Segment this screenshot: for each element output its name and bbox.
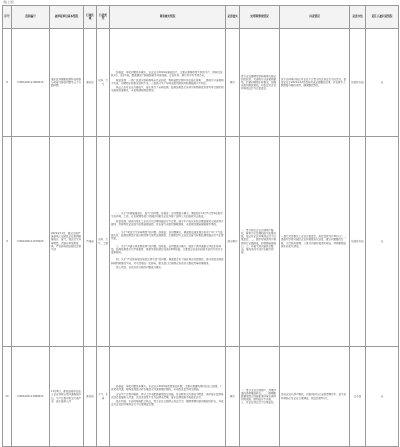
row-verified: 属实 [226, 347, 240, 447]
findings-paragraph: 一、关于“夜间偷排废水、废气”的问题。经核查，该问题部分属实。调查组于11月7日至9日组织生态环境、工信、应急管理等部门对园区内相关企业开展了连续三天的昼夜突击检查。 [111, 212, 223, 219]
findings-paragraph: 二、关于“周边空气异味明显”的问题。经核查，该问题属实。调查组在园区周边布设了4个大气监测点位，监测结果显示部分时段臭气浓度出现超标，主要原因为上述企业废气收集处理设施运行不正常所致。 [111, 230, 224, 240]
header-accountability: 问责情况 [280, 6, 350, 29]
row-region: 芦溪县 [84, 137, 97, 347]
header-row [3, 6, 399, 29]
row-accountability: 目前企业已停产整改，河道内砂石已全部清理完毕；县生态环境局已对企业立案调查，拟处罚款8万元。 [280, 347, 350, 447]
row-seq: 8 [3, 29, 12, 137]
row-pollution: 水体、大气、土壤 [97, 137, 110, 347]
row-unit: 2021年11月，群众反映芦溪县某工业园区企业夜间偷排废水、废气，周边空气异味明显，河道水体发黑发臭，严重影响周边居民正常生活 [50, 137, 84, 347]
findings-paragraph: 执法人员对企业外排废气、废水进行了采样监测，监测结果显示各项污染物排放浓度均符合国家相关排放标准要求，未发现超标排放情况。 [111, 86, 224, 93]
findings-paragraph: 经核查，举报问题基本属实。该企业于2019年取得营业执照，主要从事建筑用砂石加工销售，厂区紧邻河道，现场发现部分砂石堆放于河道管理范围内，未采取苫盖等抑尘措施。 [111, 384, 223, 391]
header-verified: 是否属实 [226, 6, 240, 29]
row-pollution: 大气、水体 [97, 347, 110, 447]
findings-paragraph: 三、关于“河道水体发黑发臭”的问题。经核查，该问题部分属实。园区下游河道部分河段水体浑浊，监测结果显示化学需氧量、氨氮等指标超过地表水Ⅲ类标准，主要受企业废水排放及沿线生活污水直排影响。 [111, 244, 223, 254]
row-closed: 阶段性办结 [350, 137, 366, 347]
row-code: D36A202111070009 [12, 137, 50, 347]
row-region: 湘东区 [84, 29, 97, 137]
row-punished: 无 [366, 29, 399, 137]
row-handling: 一、责令企业立即停产，清理河道内违规堆放砂石。二、限期配套建设除尘设施和洗砂废水循环利用设施，做到废水不外排。三、对企业违法行为立案查处。 [240, 347, 280, 447]
header-seq: 序号 [3, 6, 12, 29]
header-code: 投诉编号 [12, 6, 50, 29]
findings-paragraph: 县水利局、生态环境局联合执法，责令企业立即停止违法行为，限期清理河道内堆放的砂石，并依法对企业的环境违法行为立案调查处理。 [111, 400, 224, 407]
row-handling: 责令企业限期对原料堆场实施全封闭改造，完善雨污分流管网建设，扩建初期雨水收集池，加强无组织排放管控，并依法对企业环境违法行为立案查处。 [240, 29, 280, 137]
continuation-note: （续上表） [1, 0, 17, 4]
findings-paragraph: 四、关于“严重影响周边居民正常生活”的问题。调查组走访了园区周边村组居民，部分居民反映夜间闻到刺激性气味，对生活造成一定影响，相关部门已将群众诉求纳入整改清单统筹推进。 [111, 258, 224, 265]
header-pollution: 污染类型 [97, 6, 110, 29]
row-accountability: 一是已对涉事化工企业立案查处，拟处罚款共计36万元；二是组织专班对园区企业开展常态化巡查，建立问题整改台账，实行销号管理；三是对河道开展清淤疏浚，持续跟踪监测水质变化情况。 [280, 137, 350, 347]
row-punished: 无 [366, 137, 399, 347]
header-unit: 被举报单位基本情况 [50, 6, 84, 29]
row-code: D36A202111060015 [12, 29, 50, 137]
row-seq: 10 [3, 347, 12, 447]
row-unit: 11月8日，莲花县某砂石加工企业违规占用河道堆放砂石，生产过程中粉尘污染严重，废水直排入河 [50, 347, 84, 447]
row-verified: 属实 [226, 29, 240, 137]
header-punished: 责任人被问责情况 [366, 6, 399, 29]
row-handling: 一、责令相关企业立即停产整改，修复污水处理和废气收集设施，依法对企业环境违法行为立案查处。二、组织对园区雨污管网进行全面排查，封堵错接混接口。三、开展下游河道综合整治，推进沿线生活污水截污纳管。 [240, 137, 280, 347]
row-region: 莲花县 [84, 347, 97, 447]
header-closed: 是否办结 [350, 6, 366, 29]
row-findings [110, 29, 226, 137]
findings-paragraph: 核查发现：一是厂区部分原料堆场未完全封闭，物料装卸过程中存在扬尘现象；二是雨污分流管网不完善，初期雨水收集池容积不足；三是部分生产车间无组织排放控制措施落实不到位。 [111, 78, 224, 85]
table-row [3, 137, 399, 347]
row-accountability: 区生态环境分局已对企业下达责令改正违法行为决定书，督促企业于2021年12月底前完成全部整改任务，并安排专人跟踪督办整改进度，确保整改到位。 [280, 29, 350, 137]
row-findings [110, 347, 226, 447]
row-closed: 阶段性办结 [350, 29, 366, 137]
findings-paragraph: 检查发现，园区内某化工企业污水处理设施运行不正常，部分生产废水未经处理直接进入园区雨水管网；另有两家企业废气收集装置破损，存在废气无组织逸散现象，未发现设置暗管偷排等情况。 [111, 219, 224, 226]
row-closed: 已办结 [350, 347, 366, 447]
row-pollution: 水体、大气 [97, 29, 110, 137]
header-handling: 处理和整改情况 [240, 6, 280, 29]
row-verified: 部分属实 [226, 137, 240, 347]
row-findings [110, 137, 226, 347]
findings-paragraph: 企业生产过程中破碎、筛分工序未配套建设除尘设施，作业时粉尘污染较为明显；洗砂废水经简易沉淀后直接排入河道，沉淀池容量不足且长期未清理，废水处理设施不能稳定运行。 [111, 392, 224, 399]
row-seq: 9 [3, 137, 12, 347]
header-findings: 调查核实情况 [110, 6, 226, 29]
table-row [3, 29, 399, 137]
row-code: D36A202111080024 [12, 347, 50, 447]
header-region: 行政区域 [84, 6, 97, 29]
table-row [3, 347, 399, 447]
findings-paragraph: 经核查，举报问题基本属实。该企业于2019年建成投产，主要从事铸造用生铁的生产，现有烧结机1台、高炉1座，配套建设了脱硫脱硝等环保设施，企业环评、排污许可等手续齐全。 [111, 70, 223, 77]
complaint-table [2, 5, 399, 447]
row-punished: 无 [366, 347, 399, 447]
findings-paragraph: 综上所述，该信访件反映的问题部分属实。 [116, 266, 164, 270]
row-unit: 湘东区萍钢新能源科技有限公司废气排放问题等五个方面问题 [50, 29, 84, 137]
